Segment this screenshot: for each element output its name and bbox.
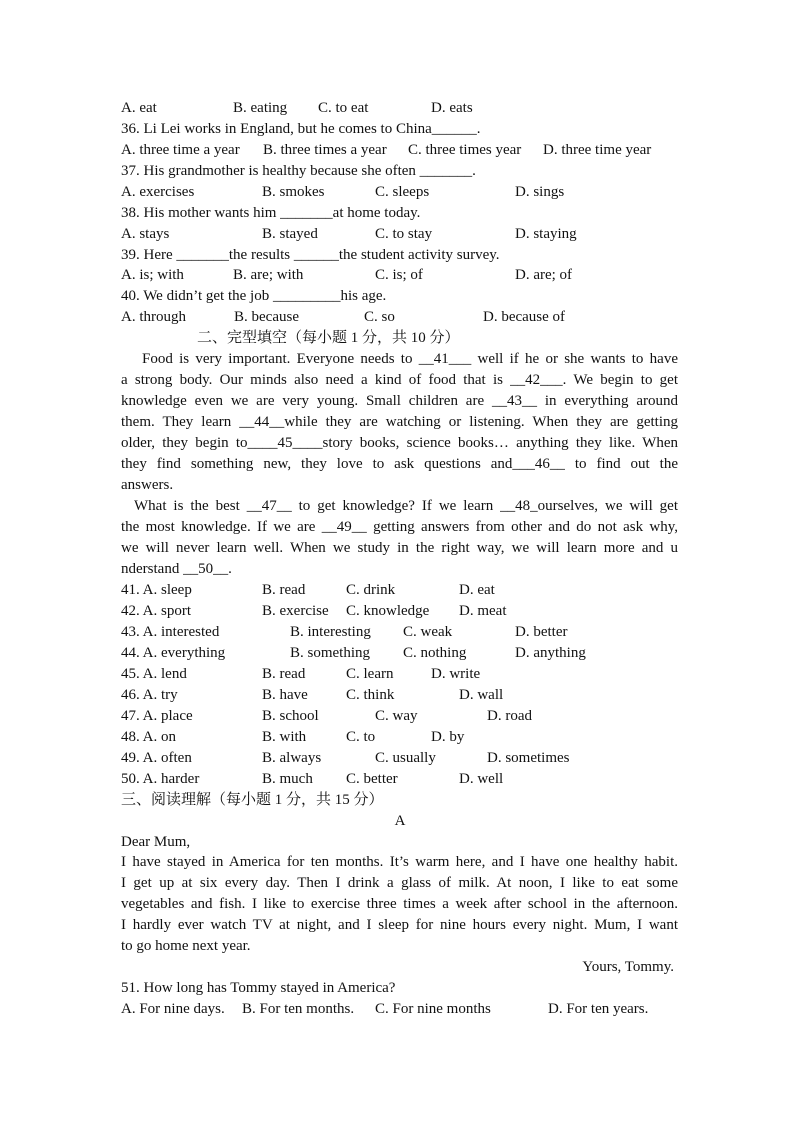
option-b: B. read [262, 666, 306, 682]
q38-option-c: C. to stay [375, 226, 433, 242]
letter-line: I have stayed in America for ten months. It’s warm here, and I have one healthy habit. [121, 854, 678, 870]
letter-line: to go home next year. [121, 938, 251, 954]
option-a: 44. A. everything [121, 645, 226, 661]
option-c: C. better [346, 771, 398, 787]
option-b: B. always [262, 750, 322, 766]
letter-line: I hardly ever watch TV at night, and I sleep for nine hours every night. Mum, I want [121, 917, 678, 933]
q36-option-b: B. three times a year [263, 142, 387, 158]
cloze-line: Food is very important. Everyone needs to __41___ well if he or she wants to have [142, 351, 678, 367]
q40-option-c: C. so [364, 309, 395, 325]
q51-option-a: A. For nine days. [121, 1001, 225, 1017]
q37-stem: 37. His grandmother is healthy because she often _______. [121, 163, 476, 179]
option-b: B. with [262, 729, 307, 745]
q39-option-d: D. are; of [515, 267, 573, 283]
option-a: 47. A. place [121, 708, 193, 724]
option-c: C. weak [403, 624, 453, 640]
option-d: D. sometimes [487, 750, 570, 766]
option-a: 49. A. often [121, 750, 192, 766]
q37-option-c: C. sleeps [375, 184, 430, 200]
cloze-line: nderstand __50__. [121, 561, 232, 577]
cloze-line: we will never learn well. When we study in the right way, we will learn more and u [121, 540, 678, 556]
q37-option-d: D. sings [515, 184, 565, 200]
option-a: 43. A. interested [121, 624, 220, 640]
q38-option-a: A. stays [121, 226, 170, 242]
option-b: B. have [262, 687, 308, 703]
option-c: C. usually [375, 750, 436, 766]
option-d: D. eat [459, 582, 495, 598]
q36-option-d: D. three time year [543, 142, 652, 158]
letter-greeting: Dear Mum, [121, 834, 191, 850]
option-b: B. much [262, 771, 313, 787]
q39-option-a: A. is; with [121, 267, 184, 283]
option-a: 46. A. try [121, 687, 178, 703]
q39-option-b: B. are; with [233, 267, 304, 283]
q39-stem: 39. Here _______the results ______the student activity survey. [121, 247, 500, 263]
option-c: C. think [346, 687, 395, 703]
cloze-line: a strong body. Our minds also need a kind of food that is __42___. We begin to get [121, 372, 678, 388]
option-a: 42. A. sport [121, 603, 192, 619]
option-b: B. something [290, 645, 371, 661]
cloze-line: older, they begin to____45____story books, science books… anything they like. When [121, 435, 678, 451]
option-d: D. well [459, 771, 504, 787]
q51-stem: 51. How long has Tommy stayed in America? [121, 980, 396, 996]
option-d: D. write [431, 666, 481, 682]
q35-option-d: D. eats [431, 100, 473, 116]
option-b: B. interesting [290, 624, 371, 640]
option-c: C. nothing [403, 645, 467, 661]
option-b: B. exercise [262, 603, 329, 619]
cloze-line: What is the best __47__ to get knowledge? If we learn __48_ourselves, we will get [134, 498, 678, 514]
option-b: B. read [262, 582, 306, 598]
section-cloze-title: 二、完型填空（每小题 1 分，共 10 分） [197, 330, 460, 346]
option-c: C. knowledge [346, 603, 430, 619]
cloze-line: answers. [121, 477, 174, 493]
letter-closing: Yours, Tommy. [582, 959, 674, 975]
q37-option-b: B. smokes [262, 184, 325, 200]
letter-line: I get up at six every day. Then I drink a glass of milk. At noon, I like to eat some [121, 875, 678, 891]
option-c: C. to [346, 729, 376, 745]
q35-option-a: A. eat [121, 100, 157, 116]
cloze-line: they find something new, they love to ask questions and___46__ to find out the [121, 456, 678, 472]
option-d: D. road [487, 708, 532, 724]
cloze-line: the most knowledge. If we are __49__ getting answers from other and do not ask why, [121, 519, 678, 535]
option-a: 41. A. sleep [121, 582, 192, 598]
q37-option-a: A. exercises [121, 184, 195, 200]
q38-stem: 38. His mother wants him _______at home today. [121, 205, 421, 221]
option-d: D. wall [459, 687, 504, 703]
q51-option-d: D. For ten years. [548, 1001, 649, 1017]
option-d: D. better [515, 624, 568, 640]
q35-option-c: C. to eat [318, 100, 369, 116]
q35-option-b: B. eating [233, 100, 288, 116]
q40-option-a: A. through [121, 309, 186, 325]
option-a: 50. A. harder [121, 771, 200, 787]
q36-option-a: A. three time a year [121, 142, 240, 158]
cloze-line: knowledge even we are very young. Small children are __43__ in everything around [121, 393, 678, 409]
option-d: D. by [431, 729, 465, 745]
option-c: C. drink [346, 582, 396, 598]
q40-option-d: D. because of [483, 309, 566, 325]
q51-option-c: C. For nine months [375, 1001, 491, 1017]
q51-option-b: B. For ten months. [242, 1001, 355, 1017]
q40-stem: 40. We didn’t get the job _________his age. [121, 288, 387, 304]
cloze-line: them. They learn __44__while they are watching or listening. When they are getting [121, 414, 678, 430]
q36-stem: 36. Li Lei works in England, but he comes to China______. [121, 121, 481, 137]
option-b: B. school [262, 708, 319, 724]
option-c: C. learn [346, 666, 394, 682]
letter-line: vegetables and fish. I like to exercise three times a week after school in the afternoon. [121, 896, 678, 912]
option-c: C. way [375, 708, 418, 724]
option-a: 45. A. lend [121, 666, 187, 682]
option-a: 48. A. on [121, 729, 177, 745]
q36-option-c: C. three times year [408, 142, 522, 158]
section-reading-title: 三、阅读理解（每小题 1 分，共 15 分） [121, 792, 384, 808]
q38-option-d: D. staying [515, 226, 577, 242]
passage-label: A [394, 813, 406, 829]
option-d: D. meat [459, 603, 507, 619]
q39-option-c: C. is; of [375, 267, 423, 283]
q40-option-b: B. because [234, 309, 299, 325]
option-d: D. anything [515, 645, 586, 661]
q38-option-b: B. stayed [262, 226, 318, 242]
